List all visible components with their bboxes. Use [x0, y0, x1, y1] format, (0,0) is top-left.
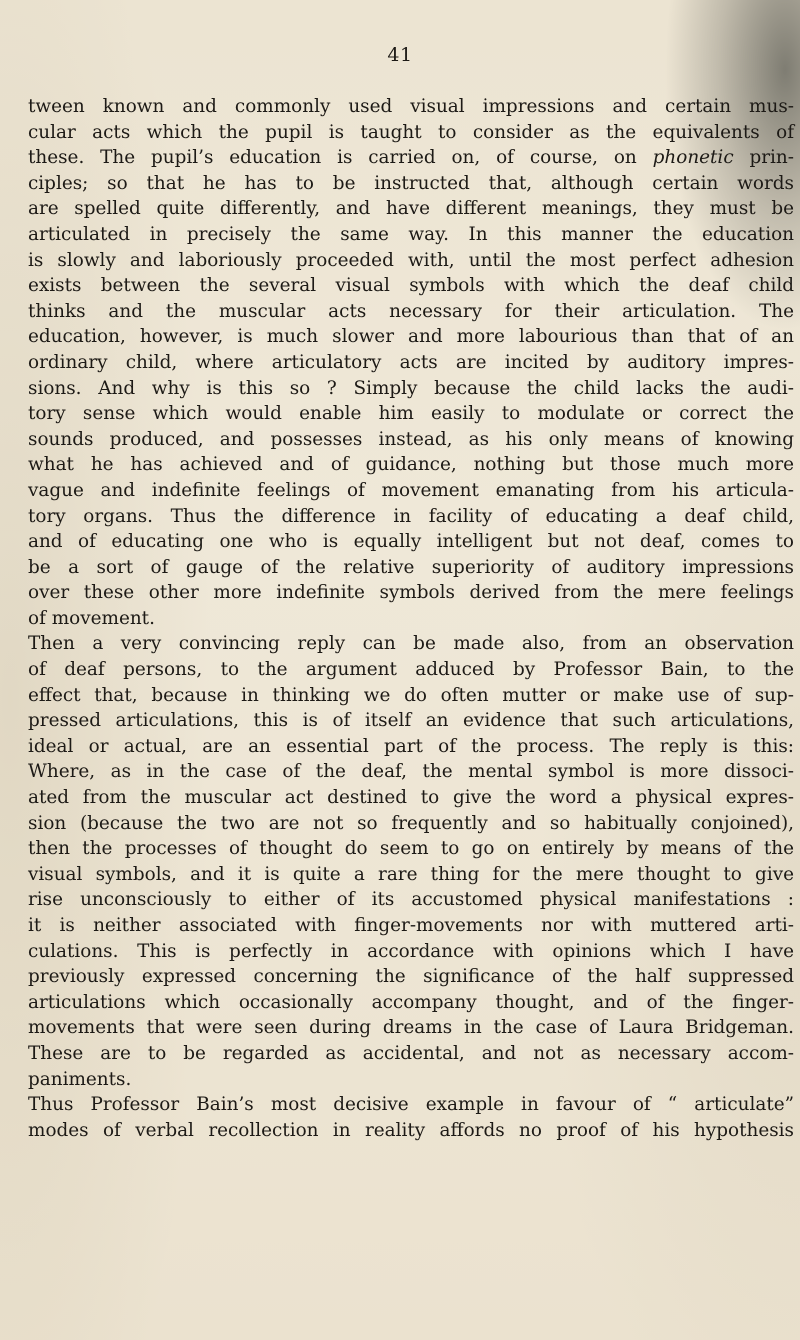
text-segment: these. The pupil’s education is carried on, of course, on — [28, 147, 653, 169]
text-line: is slowly and laboriously proceeded with, until the most perfect adhesion — [28, 249, 794, 271]
text-line: thinks and the muscular acts necessary for their articulation. The — [28, 300, 794, 322]
text-line: ordinary child, where articulatory acts are incited by auditory impres- — [28, 351, 794, 373]
italic-term: phonetic — [652, 147, 734, 169]
text-line: ideal or actual, are an essential part of the process. The reply is this: — [28, 735, 794, 757]
text-line — [28, 145, 794, 171]
text-line: of movement. — [28, 607, 155, 629]
text-line: visual symbols, and it is quite a rare thing for the mere thought to give — [28, 863, 794, 885]
text-line: pressed articulations, this is of itself an evidence that such articulations, — [28, 710, 794, 732]
text-line: modes of verbal recollection in reality affords no proof of his hypothesis — [28, 1119, 794, 1141]
text-line: articulations which occasionally accompany thought, and of the finger- — [28, 991, 794, 1013]
text-line: are spelled quite differently, and have different meanings, they must be — [28, 198, 794, 220]
text-line: be a sort of gauge of the relative superiority of auditory impressions — [28, 556, 794, 578]
text-line: paniments. — [28, 1068, 132, 1090]
text-line: cular acts which the pupil is taught to consider as the equivalents of — [28, 121, 794, 143]
text-line: movements that were seen during dreams in the case of Laura Bridgeman. — [28, 1017, 794, 1039]
text-line: exists between the several visual symbols with which the deaf child — [28, 275, 794, 297]
text-line: vague and indefinite feelings of movement emanating from his articula- — [28, 479, 794, 501]
text-line: education, however, is much slower and more labourious than that of an — [28, 326, 794, 348]
text-line: sion (because the two are not so frequently and so habitually conjoined), — [28, 812, 794, 834]
text-line: sounds produced, and possesses instead, as his only means of knowing — [28, 428, 794, 450]
text-line: rise unconsciously to either of its accustomed physical manifestations : — [28, 889, 794, 911]
text-line: tween known and commonly used visual impressions and certain mus- — [28, 96, 794, 117]
text-line: of deaf persons, to the argument adduced by Professor Bain, to the — [28, 659, 794, 681]
text-line: Thus Professor Bain’s most decisive example in favour of “ articulate” — [28, 1094, 794, 1116]
text-line: previously expressed concerning the significance of the half suppressed — [28, 966, 794, 988]
page-number: 41 — [387, 44, 413, 66]
text-line: what he has achieved and of guidance, nothing but those much more — [28, 454, 794, 476]
text-line: These are to be regarded as accidental, and not as necessary accom- — [28, 1042, 794, 1064]
text-line: then the processes of thought do seem to go on entirely by means of the — [28, 838, 794, 860]
text-line: tory sense which would enable him easily to modulate or correct the — [28, 403, 794, 425]
text-line: tory organs. Thus the difference in facility of educating a deaf child, — [28, 505, 794, 527]
text-line: effect that, because in thinking we do often mutter or make use of sup- — [28, 684, 794, 706]
text-line: articulated in precisely the same way. In this manner the education — [28, 223, 794, 245]
body-text — [28, 94, 794, 1143]
text-line: culations. This is perfectly in accordance with opinions which I have — [28, 940, 794, 962]
text-line: it is neither associated with finger-movements nor with muttered arti- — [28, 915, 794, 936]
text-line: Where, as in the case of the deaf, the mental symbol is more dissoci- — [28, 761, 794, 783]
text-line: ciples; so that he has to be instructed that, although certain words — [28, 172, 794, 194]
text-line: over these other more indefinite symbols derived from the mere feelings — [28, 582, 794, 604]
text-line: Then a very convincing reply can be made also, from an observation — [28, 633, 794, 655]
text-line: ated from the muscular act destined to give the word a physical expres- — [28, 787, 794, 809]
text-line: sions. And why is this so ? Simply because the child lacks the audi- — [28, 377, 794, 399]
text-segment: prin- — [733, 147, 794, 169]
text-line: and of educating one who is equally intelligent but not deaf, comes to — [28, 531, 794, 553]
